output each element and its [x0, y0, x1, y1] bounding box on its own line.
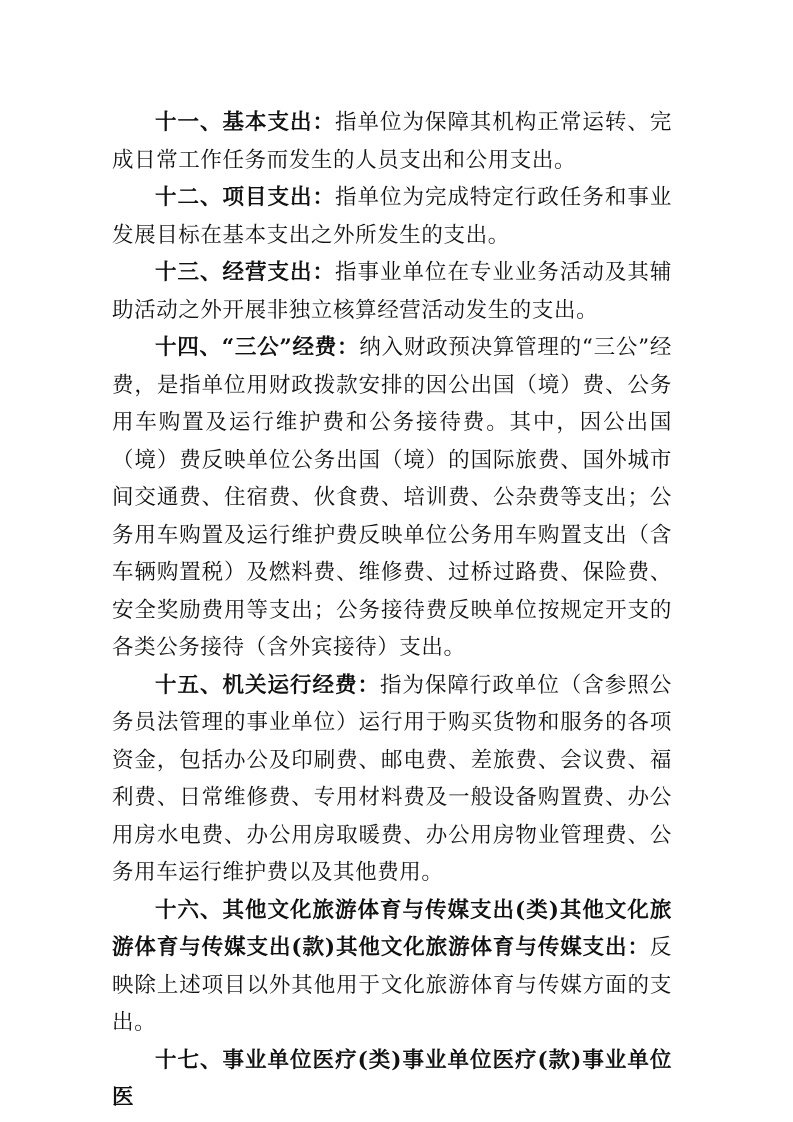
definition-body: 指单位为保障其机构正常运转、完成日常工作任务而发生的人员支出和公用支出。: [112, 110, 672, 173]
definition-item-11: [112, 104, 672, 179]
definition-item-17: [112, 1042, 672, 1117]
definition-item-15: [112, 667, 672, 892]
definition-item-13: [112, 254, 672, 329]
definition-body: 纳入财政预决算管理的“三公”经费，是指单位用财政拨款安排的因公出国（境）费、公务用车购置及运行维护费和公务接待费。其中，因公出国（境）费反映单位公务出国（境）的国际旅费、国外城市间交通费、住宿费、伙食费、培训费、公杂费等支出；公务用车购置及运行维护费反映单位公务用车购置支出（含车辆购置税）及燃料费、维修费、过桥过路费、保险费、安全奖励费用等支出；公务接待费反映单位按规定开支的各类公务接待（含外宾接待）支出。: [112, 335, 673, 660]
definition-item-16: [112, 892, 672, 1042]
definition-term: 十六、其他文化旅游体育与传媒支出(类)其他文化旅游体育与传媒支出(款)其他文化旅游体育与传媒支出：: [112, 897, 672, 960]
definition-term: 十五、机关运行经费：: [155, 672, 380, 698]
definition-term: 十三、经营支出：: [155, 260, 335, 285]
definition-item-14: [112, 329, 672, 667]
definition-body: 指为保障行政单位（含参照公务员法管理的事业单位）运行用于购买货物和服务的各项资金，包括办公及印刷费、邮电费、差旅费、会议费、福利费、日常维修费、专用材料费及一般设备购置费、办公用房水电费、办公用房取暖费、办公用房物业管理费、公务用车运行维护费以及其他费用。: [112, 672, 672, 885]
definition-term: 十一、基本支出：: [155, 110, 335, 135]
definition-term: 十四、“三公”经费：: [155, 335, 360, 360]
definition-term: 十七、事业单位医疗(类)事业单位医疗(款)事业单位医: [112, 1047, 672, 1110]
definition-term: 十二、项目支出：: [155, 185, 335, 210]
definition-body: 指单位为完成特定行政任务和事业发展目标在基本支出之外所发生的支出。: [112, 185, 672, 248]
document-page: [112, 104, 672, 1117]
definition-item-12: [112, 179, 672, 254]
definition-body: 指事业单位在专业业务活动及其辅助活动之外开展非独立核算经营活动发生的支出。: [112, 260, 672, 323]
definition-body: 反映除上述项目以外其他用于文化旅游体育与传媒方面的支出。: [112, 935, 672, 1035]
